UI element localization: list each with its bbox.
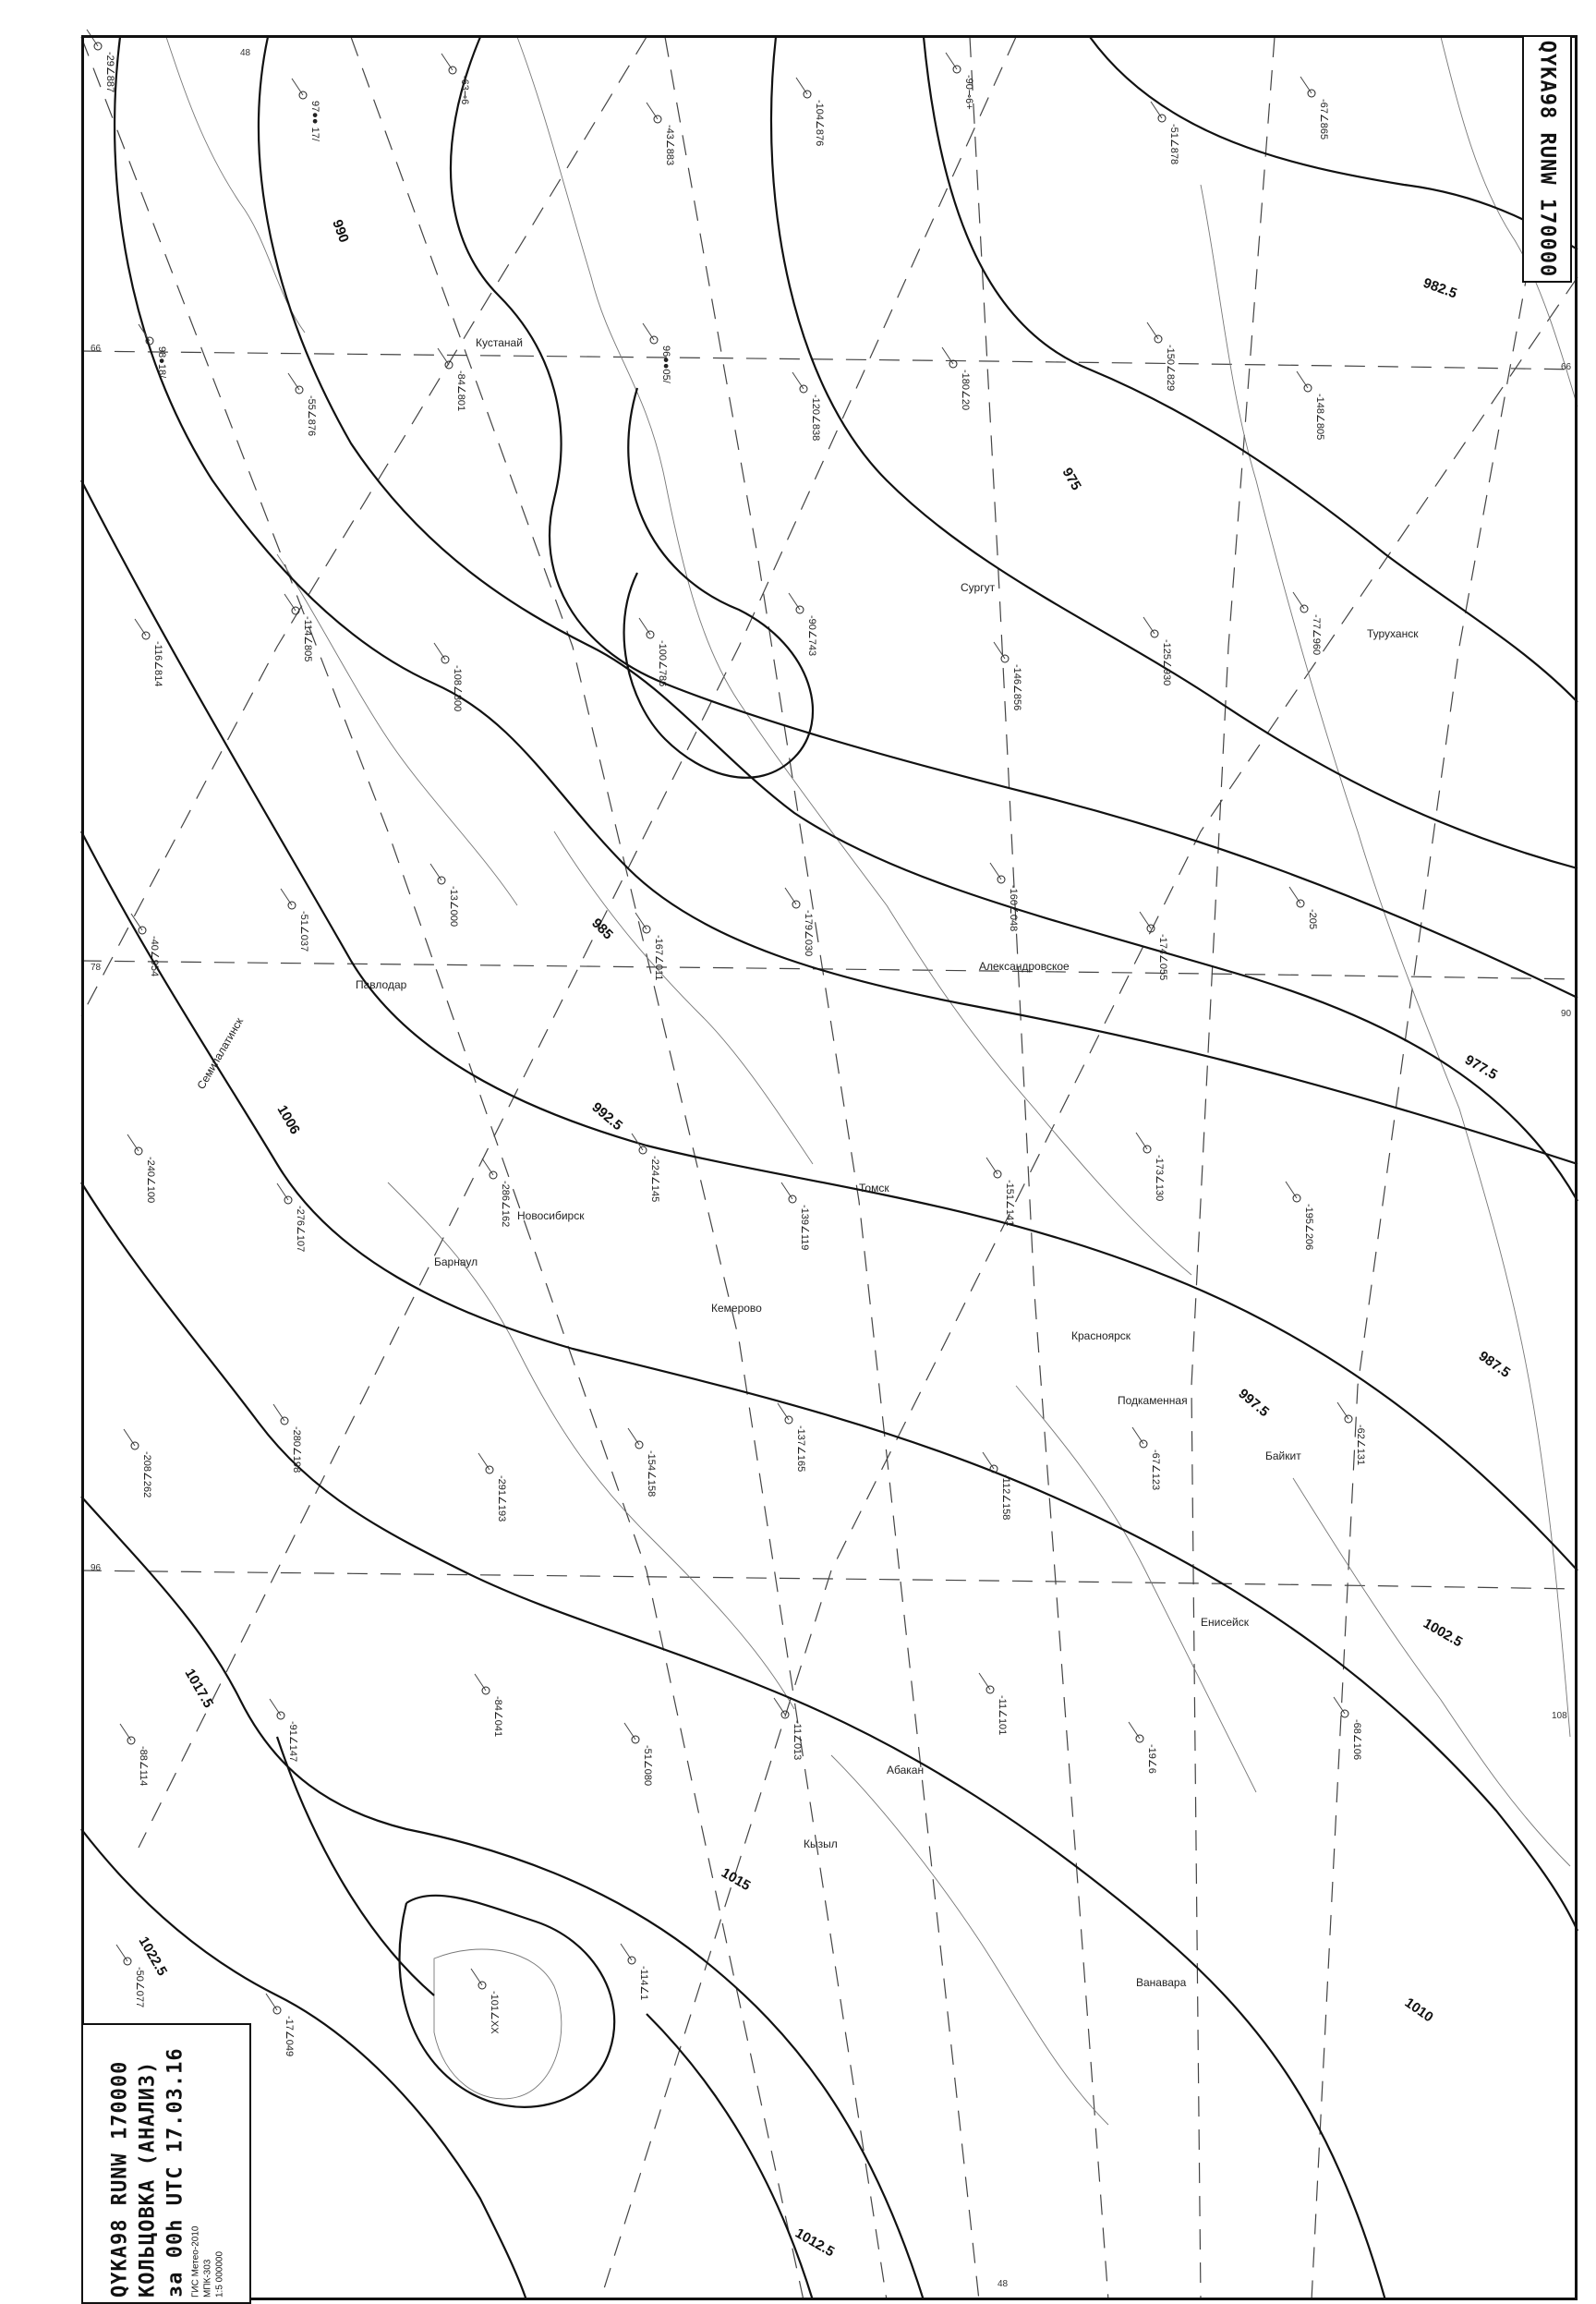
station-reading: -280∠198 bbox=[291, 1426, 302, 1473]
station-reading: -286∠162 bbox=[500, 1181, 511, 1228]
station-reading: -114∠805 bbox=[302, 616, 313, 662]
station-reading: -205 bbox=[1307, 909, 1318, 930]
isobar-label: 990 bbox=[329, 217, 352, 245]
city-label: Абакан bbox=[887, 1764, 925, 1777]
station-reading: -17∠049 bbox=[284, 2016, 295, 2057]
station-reading: -195∠206 bbox=[1303, 1204, 1314, 1251]
station-reading: -116∠814 bbox=[152, 641, 163, 687]
title-block bbox=[81, 2023, 251, 2304]
isobar-label: 985 bbox=[588, 915, 616, 943]
station-reading: -224∠145 bbox=[649, 1156, 660, 1203]
station-reading: -173∠130 bbox=[1154, 1155, 1165, 1202]
station-reading: -43∠883 bbox=[664, 125, 675, 166]
station-reading: -139∠119 bbox=[799, 1205, 810, 1251]
station-reading: -19∠6 bbox=[1146, 1744, 1157, 1774]
station-reading: -67∠865 bbox=[1318, 99, 1329, 140]
isobar-label: 1006 bbox=[273, 1102, 303, 1137]
station-reading: -84∠801 bbox=[455, 370, 466, 412]
station-reading: -50∠077 bbox=[134, 1967, 145, 2008]
station-reading: -68∠106 bbox=[1351, 1719, 1362, 1761]
projection-label: МПК-303 bbox=[202, 2259, 213, 2298]
edge-number: 66 bbox=[1561, 362, 1572, 372]
edge-number: 96 bbox=[91, 1563, 102, 1573]
station-reading: -108∠800 bbox=[452, 665, 463, 712]
city-label: Семипалатинск bbox=[194, 1015, 247, 1092]
scale-label: 1:5 000000 bbox=[214, 2250, 225, 2298]
city-label: Ванавара bbox=[1136, 1976, 1187, 1989]
isobar-label: 992.5 bbox=[588, 1099, 626, 1134]
chart-code-top: QYKA98 RUNW 170000 bbox=[1535, 40, 1559, 278]
edge-number: 78 bbox=[91, 963, 102, 973]
station-reading: -90⊸6+ bbox=[963, 75, 974, 110]
isobar-label: 1015 bbox=[719, 1864, 754, 1895]
chart-code-bottom: QYKA98 RUNW 170000 bbox=[108, 2060, 132, 2298]
city-label: Александровское bbox=[979, 960, 1070, 973]
city-label: Байкит bbox=[1265, 1449, 1301, 1462]
station-reading: -179∠030 bbox=[803, 910, 814, 957]
station-reading: -276∠107 bbox=[295, 1206, 306, 1253]
station-reading: -150∠829 bbox=[1165, 345, 1176, 392]
station-reading: -11∠101 bbox=[997, 1695, 1008, 1736]
edge-number: 108 bbox=[1552, 1711, 1567, 1721]
station-reading: -167∠011 bbox=[653, 935, 664, 981]
station-reading: -55∠876 bbox=[306, 395, 317, 437]
station-reading: -88∠114 bbox=[138, 1746, 149, 1787]
chart-subtitle: КОЛЬЦОВКА (АНАЛИЗ) bbox=[136, 2060, 160, 2298]
station-reading: -180∠20 bbox=[960, 370, 971, 411]
station-reading: -84∠041 bbox=[492, 1696, 503, 1738]
station-reading: -51∠037 bbox=[298, 911, 309, 952]
station-reading: 97●● 17/ bbox=[309, 101, 320, 141]
isobar-label: 1002.5 bbox=[1421, 1615, 1466, 1651]
city-label: Красноярск bbox=[1071, 1329, 1131, 1342]
station-reading: -29∠887 bbox=[104, 52, 115, 93]
station-reading: -160∠048 bbox=[1008, 885, 1019, 932]
edge-number: 66 bbox=[91, 344, 102, 354]
station-reading: -137∠165 bbox=[795, 1425, 806, 1473]
station-reading: -208∠262 bbox=[141, 1451, 152, 1498]
station-reading: -151∠141 bbox=[1004, 1180, 1015, 1227]
station-reading: 98●18/ bbox=[156, 346, 167, 379]
city-label: Подкаменная bbox=[1118, 1394, 1188, 1407]
isobar-label: 975 bbox=[1058, 465, 1084, 493]
station-reading: -174∠055 bbox=[1157, 934, 1168, 981]
chart-valid-time: за 00h UTC 17.03.16 bbox=[163, 2047, 187, 2298]
software-credit: ГИС Метео-2010 bbox=[190, 2225, 201, 2298]
station-reading: -40∠954 bbox=[149, 936, 160, 977]
station-reading: -154∠158 bbox=[646, 1450, 657, 1498]
station-reading: -51∠878 bbox=[1168, 124, 1179, 165]
city-label: Кызыл bbox=[804, 1837, 838, 1850]
station-reading: -11∠013 bbox=[792, 1720, 803, 1761]
city-label: Томск bbox=[859, 1182, 889, 1194]
station-reading: -146∠856 bbox=[1011, 664, 1022, 711]
edge-number: 90 bbox=[1561, 1009, 1572, 1019]
city-label: Барнаул bbox=[434, 1255, 478, 1268]
city-label: Павлодар bbox=[356, 978, 407, 991]
isobar-label: 1017.5 bbox=[181, 1666, 217, 1711]
station-reading: -67∠123 bbox=[1150, 1449, 1161, 1491]
station-reading: -101∠XX bbox=[489, 1991, 500, 2034]
city-label: Енисейск bbox=[1201, 1616, 1249, 1629]
station-reading: -148∠805 bbox=[1314, 394, 1325, 441]
station-reading: -114∠1 bbox=[638, 1966, 649, 2001]
title-block-content bbox=[107, 2030, 226, 2298]
station-reading: -100∠786 bbox=[657, 640, 668, 687]
edge-number: 48 bbox=[240, 48, 251, 58]
station-reading: -104∠876 bbox=[814, 100, 825, 147]
isobar-label: 982.5 bbox=[1421, 274, 1459, 302]
isobar-label: 1010 bbox=[1401, 1995, 1436, 2026]
edge-number: 48 bbox=[998, 2279, 1009, 2289]
station-reading: -125∠930 bbox=[1161, 639, 1172, 686]
station-reading: -63⊸6 bbox=[459, 76, 470, 105]
map-frame bbox=[81, 35, 1578, 2300]
isobar-label: 997.5 bbox=[1235, 1386, 1273, 1421]
station-reading: -77∠960 bbox=[1311, 614, 1322, 656]
station-reading: 96●●05/ bbox=[660, 346, 671, 383]
station-reading: -120∠838 bbox=[810, 394, 821, 442]
chart-code-box-top bbox=[1522, 35, 1572, 283]
city-label: Сургут bbox=[961, 581, 996, 594]
station-reading: -62∠131 bbox=[1355, 1425, 1366, 1466]
isobar-label: 1012.5 bbox=[792, 2225, 838, 2261]
city-label: Новосибирск bbox=[517, 1209, 585, 1222]
city-label: Туруханск bbox=[1367, 627, 1419, 640]
station-reading: -240∠100 bbox=[145, 1157, 156, 1204]
station-reading: -13∠000 bbox=[448, 886, 459, 928]
station-reading: -112∠158 bbox=[1000, 1474, 1011, 1521]
station-reading: -90∠743 bbox=[806, 615, 817, 657]
city-label: Кустанай bbox=[476, 336, 523, 349]
isobar-label: 977.5 bbox=[1462, 1051, 1501, 1084]
isobar-label: 987.5 bbox=[1475, 1348, 1514, 1381]
station-reading: -51∠080 bbox=[642, 1745, 653, 1787]
city-label: Кемерово bbox=[711, 1302, 762, 1315]
station-reading: -91∠147 bbox=[287, 1721, 298, 1763]
isobar-label: 1022.5 bbox=[135, 1934, 171, 1979]
station-reading: -291∠193 bbox=[496, 1475, 507, 1522]
